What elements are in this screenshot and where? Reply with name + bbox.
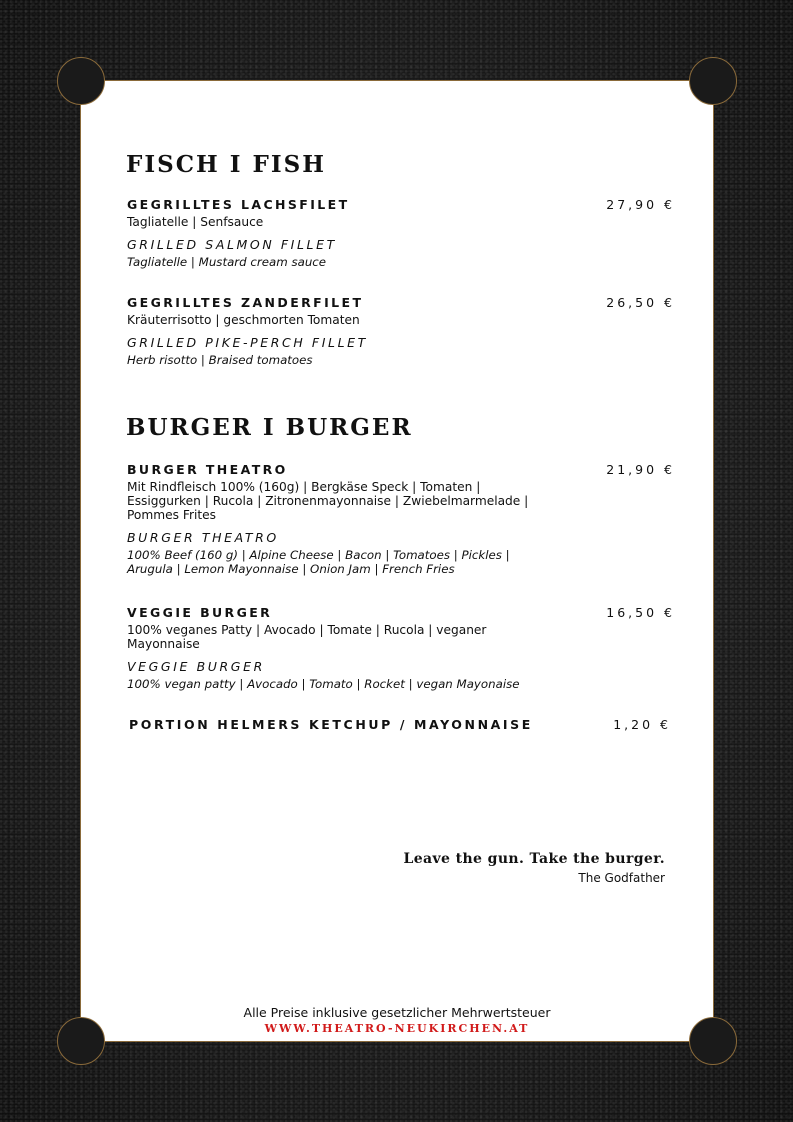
item-name: PORTION HELMERS KETCHUP / MAYONNAISE <box>129 717 533 732</box>
item-price: 27,90 € <box>606 197 675 212</box>
corner-notch-top-right <box>689 57 737 105</box>
item-price: 1,20 € <box>613 717 671 732</box>
item-name: GEGRILLTES ZANDERFILET <box>127 295 364 310</box>
item-description-english: 100% vegan patty | Avocado | Tomato | Rocket | vegan Mayonaise <box>127 677 520 691</box>
item-price: 16,50 € <box>606 605 675 620</box>
menu-item-ketchup-mayo <box>129 717 671 733</box>
item-price: 21,90 € <box>606 462 675 477</box>
footer <box>81 1005 713 1035</box>
item-name-english: VEGGIE BURGER <box>127 659 265 674</box>
menu-item-veggie-burger <box>127 605 675 691</box>
item-name-english: GRILLED SALMON FILLET <box>127 237 337 252</box>
item-description: Tagliatelle | Senfsauce <box>127 215 264 229</box>
section-title-fish: FISCH I FISH <box>126 151 326 178</box>
item-name-english: BURGER THEATRO <box>127 530 279 545</box>
website-link[interactable]: WWW.THEATRO-NEUKIRCHEN.AT <box>264 1022 530 1035</box>
item-description-english: Tagliatelle | Mustard cream sauce <box>127 255 327 269</box>
corner-notch-top-left <box>57 57 105 105</box>
section-title-burger: BURGER I BURGER <box>126 414 413 441</box>
menu-item-lachsfilet <box>127 197 675 269</box>
item-price: 26,50 € <box>606 295 675 310</box>
item-description: 100% veganes Patty | Avocado | Tomate | Rucola | veganer Mayonnaise <box>127 623 487 651</box>
item-description: Kräuterrisotto | geschmorten Tomaten <box>127 313 360 327</box>
quote-author: The Godfather <box>578 871 665 885</box>
item-description-english: 100% Beef (160 g) | Alpine Cheese | Bacon | Tomatoes | Pickles | Arugula | Lemon Mayonnaise | Onion Jam | French Fries <box>127 548 510 576</box>
item-name: VEGGIE BURGER <box>127 605 273 620</box>
menu-card <box>80 80 714 1042</box>
item-name: BURGER THEATRO <box>127 462 288 477</box>
menu-item-zanderfilet <box>127 295 675 367</box>
item-name-english: GRILLED PIKE-PERCH FILLET <box>127 335 368 350</box>
menu-item-burger-theatro <box>127 462 675 576</box>
item-name: GEGRILLTES LACHSFILET <box>127 197 350 212</box>
quote-text: Leave the gun. Take the burger. <box>403 851 665 867</box>
tax-note: Alle Preise inklusive gesetzlicher Mehrwertsteuer <box>243 1005 551 1020</box>
item-description: Mit Rindfleisch 100% (160g) | Bergkäse Speck | Tomaten | Essiggurken | Rucola | Zitronenmayonnaise | Zwiebelmarmelade | Pommes Frites <box>127 480 529 522</box>
item-description-english: Herb risotto | Braised tomatoes <box>127 353 313 367</box>
quote-block <box>403 851 665 885</box>
